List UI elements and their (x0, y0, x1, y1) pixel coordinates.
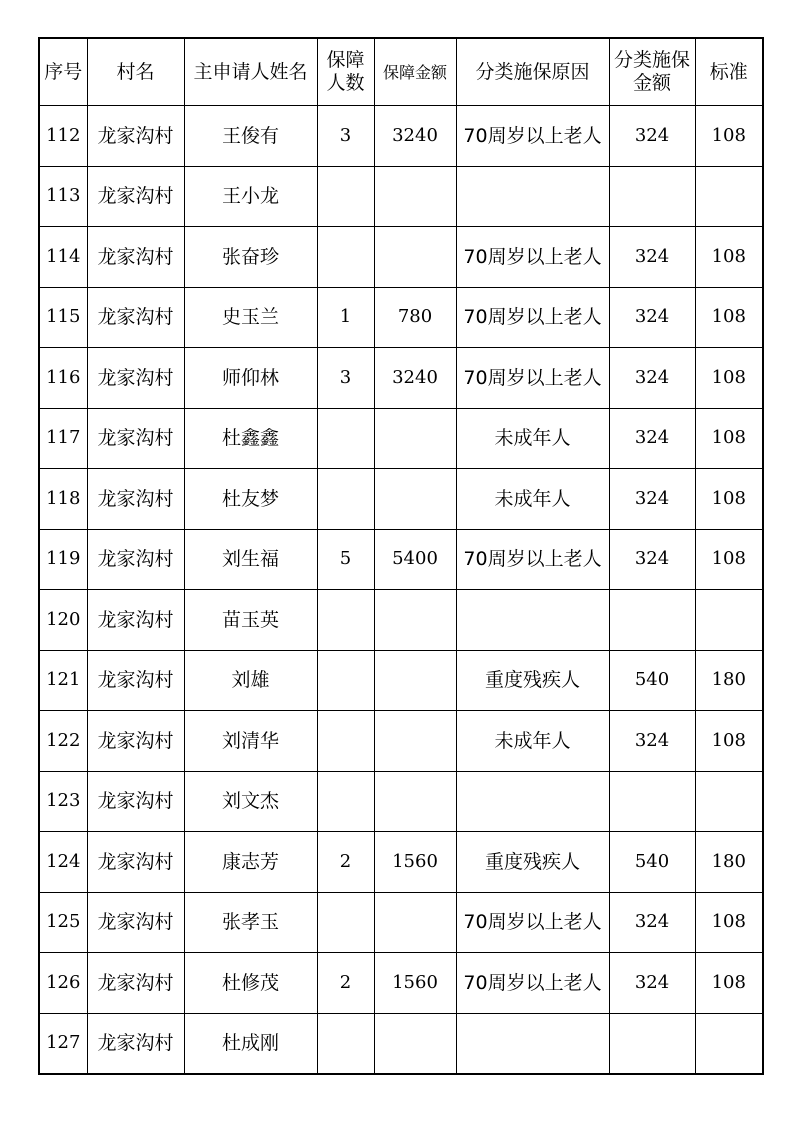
table-row (39, 348, 763, 409)
cell-standard: 108 (695, 287, 763, 348)
cell-category-amount: 324 (609, 529, 695, 590)
cell-category-amount: 324 (609, 953, 695, 1014)
cell-persons (317, 771, 374, 832)
cell-amount (374, 469, 456, 530)
cell-amount (374, 650, 456, 711)
cell-standard (695, 590, 763, 651)
cell-seq: 118 (39, 469, 87, 530)
cell-persons: 1 (317, 287, 374, 348)
cell-category-amount: 324 (609, 892, 695, 953)
cell-amount: 3240 (374, 348, 456, 409)
cell-reason: 重度残疾人 (456, 832, 609, 893)
cell-village: 龙家沟村 (87, 953, 184, 1014)
cell-category-amount (609, 166, 695, 227)
cell-standard: 108 (695, 469, 763, 530)
cell-seq: 123 (39, 771, 87, 832)
cell-reason: 70周岁以上老人 (456, 529, 609, 590)
cell-reason: 70周岁以上老人 (456, 953, 609, 1014)
cell-seq: 120 (39, 590, 87, 651)
table-row (39, 227, 763, 288)
cell-applicant-name: 刘文杰 (184, 771, 317, 832)
cell-applicant-name: 苗玉英 (184, 590, 317, 651)
cell-reason: 70周岁以上老人 (456, 892, 609, 953)
cell-amount (374, 590, 456, 651)
cell-applicant-name: 杜修茂 (184, 953, 317, 1014)
cell-reason (456, 590, 609, 651)
cell-applicant-name: 刘雄 (184, 650, 317, 711)
cell-amount: 5400 (374, 529, 456, 590)
cell-category-amount: 324 (609, 227, 695, 288)
cell-village: 龙家沟村 (87, 227, 184, 288)
cell-applicant-name: 康志芳 (184, 832, 317, 893)
cell-amount (374, 1013, 456, 1074)
cell-standard (695, 1013, 763, 1074)
cell-persons: 2 (317, 953, 374, 1014)
cell-category-amount (609, 590, 695, 651)
table-row (39, 771, 763, 832)
cell-standard: 180 (695, 832, 763, 893)
cell-reason: 未成年人 (456, 408, 609, 469)
cell-amount: 1560 (374, 953, 456, 1014)
cell-category-amount: 324 (609, 469, 695, 530)
header-persons: 保障人数 (317, 38, 374, 106)
cell-amount (374, 892, 456, 953)
table-row (39, 650, 763, 711)
cell-standard: 108 (695, 529, 763, 590)
cell-category-amount: 324 (609, 711, 695, 772)
cell-persons (317, 892, 374, 953)
cell-seq: 113 (39, 166, 87, 227)
cell-applicant-name: 张孝玉 (184, 892, 317, 953)
table-row (39, 166, 763, 227)
header-reason: 分类施保原因 (456, 38, 609, 106)
cell-applicant-name: 刘清华 (184, 711, 317, 772)
cell-persons: 2 (317, 832, 374, 893)
cell-standard: 108 (695, 408, 763, 469)
cell-seq: 116 (39, 348, 87, 409)
cell-village: 龙家沟村 (87, 892, 184, 953)
cell-reason: 未成年人 (456, 469, 609, 530)
cell-village: 龙家沟村 (87, 469, 184, 530)
cell-village: 龙家沟村 (87, 590, 184, 651)
cell-reason: 70周岁以上老人 (456, 227, 609, 288)
cell-standard: 108 (695, 953, 763, 1014)
header-category-amount: 分类施保金额 (609, 38, 695, 106)
cell-persons (317, 166, 374, 227)
table-row (39, 408, 763, 469)
cell-applicant-name: 张奋珍 (184, 227, 317, 288)
cell-category-amount: 540 (609, 650, 695, 711)
cell-applicant-name: 杜鑫鑫 (184, 408, 317, 469)
table-row (39, 590, 763, 651)
table-row (39, 1013, 763, 1074)
cell-seq: 114 (39, 227, 87, 288)
cell-amount (374, 166, 456, 227)
cell-standard: 108 (695, 106, 763, 167)
cell-applicant-name: 杜成刚 (184, 1013, 317, 1074)
cell-village: 龙家沟村 (87, 348, 184, 409)
cell-village: 龙家沟村 (87, 287, 184, 348)
cell-amount: 3240 (374, 106, 456, 167)
header-standard: 标准 (695, 38, 763, 106)
cell-reason (456, 771, 609, 832)
cell-amount: 780 (374, 287, 456, 348)
cell-reason (456, 166, 609, 227)
cell-persons (317, 590, 374, 651)
cell-standard: 108 (695, 227, 763, 288)
cell-village: 龙家沟村 (87, 650, 184, 711)
header-row (39, 38, 763, 106)
table-row (39, 892, 763, 953)
cell-reason: 70周岁以上老人 (456, 106, 609, 167)
header-applicant: 主申请人姓名 (184, 38, 317, 106)
cell-village: 龙家沟村 (87, 832, 184, 893)
table-row (39, 469, 763, 530)
table-row (39, 106, 763, 167)
cell-category-amount: 540 (609, 832, 695, 893)
cell-reason (456, 1013, 609, 1074)
cell-reason: 重度残疾人 (456, 650, 609, 711)
cell-standard: 108 (695, 348, 763, 409)
table-row (39, 529, 763, 590)
cell-seq: 112 (39, 106, 87, 167)
cell-amount (374, 771, 456, 832)
cell-persons (317, 711, 374, 772)
cell-standard: 108 (695, 711, 763, 772)
cell-persons (317, 1013, 374, 1074)
cell-category-amount (609, 1013, 695, 1074)
cell-amount: 1560 (374, 832, 456, 893)
cell-applicant-name: 史玉兰 (184, 287, 317, 348)
table-row (39, 832, 763, 893)
cell-amount (374, 711, 456, 772)
cell-applicant-name: 王小龙 (184, 166, 317, 227)
cell-village: 龙家沟村 (87, 1013, 184, 1074)
cell-category-amount: 324 (609, 287, 695, 348)
cell-seq: 125 (39, 892, 87, 953)
table-row (39, 287, 763, 348)
cell-amount (374, 227, 456, 288)
cell-seq: 124 (39, 832, 87, 893)
table-body (39, 106, 763, 1075)
cell-village: 龙家沟村 (87, 711, 184, 772)
subsidy-table (38, 37, 764, 1075)
cell-seq: 119 (39, 529, 87, 590)
cell-reason: 未成年人 (456, 711, 609, 772)
cell-persons (317, 469, 374, 530)
cell-category-amount: 324 (609, 408, 695, 469)
cell-persons: 3 (317, 106, 374, 167)
cell-applicant-name: 王俊有 (184, 106, 317, 167)
cell-standard (695, 771, 763, 832)
cell-applicant-name: 杜友梦 (184, 469, 317, 530)
header-amount: 保障金额 (374, 38, 456, 106)
cell-village: 龙家沟村 (87, 166, 184, 227)
table-row (39, 711, 763, 772)
cell-village: 龙家沟村 (87, 529, 184, 590)
cell-amount (374, 408, 456, 469)
cell-standard (695, 166, 763, 227)
cell-standard: 180 (695, 650, 763, 711)
cell-applicant-name: 师仰林 (184, 348, 317, 409)
cell-seq: 127 (39, 1013, 87, 1074)
cell-persons (317, 408, 374, 469)
cell-reason: 70周岁以上老人 (456, 348, 609, 409)
cell-seq: 121 (39, 650, 87, 711)
cell-seq: 117 (39, 408, 87, 469)
cell-village: 龙家沟村 (87, 106, 184, 167)
cell-category-amount (609, 771, 695, 832)
cell-applicant-name: 刘生福 (184, 529, 317, 590)
cell-persons: 3 (317, 348, 374, 409)
header-seq: 序号 (39, 38, 87, 106)
cell-standard: 108 (695, 892, 763, 953)
cell-seq: 126 (39, 953, 87, 1014)
cell-category-amount: 324 (609, 106, 695, 167)
cell-seq: 122 (39, 711, 87, 772)
cell-seq: 115 (39, 287, 87, 348)
cell-persons: 5 (317, 529, 374, 590)
cell-persons (317, 650, 374, 711)
cell-persons (317, 227, 374, 288)
cell-village: 龙家沟村 (87, 771, 184, 832)
table-row (39, 953, 763, 1014)
cell-reason: 70周岁以上老人 (456, 287, 609, 348)
cell-category-amount: 324 (609, 348, 695, 409)
cell-village: 龙家沟村 (87, 408, 184, 469)
header-village: 村名 (87, 38, 184, 106)
